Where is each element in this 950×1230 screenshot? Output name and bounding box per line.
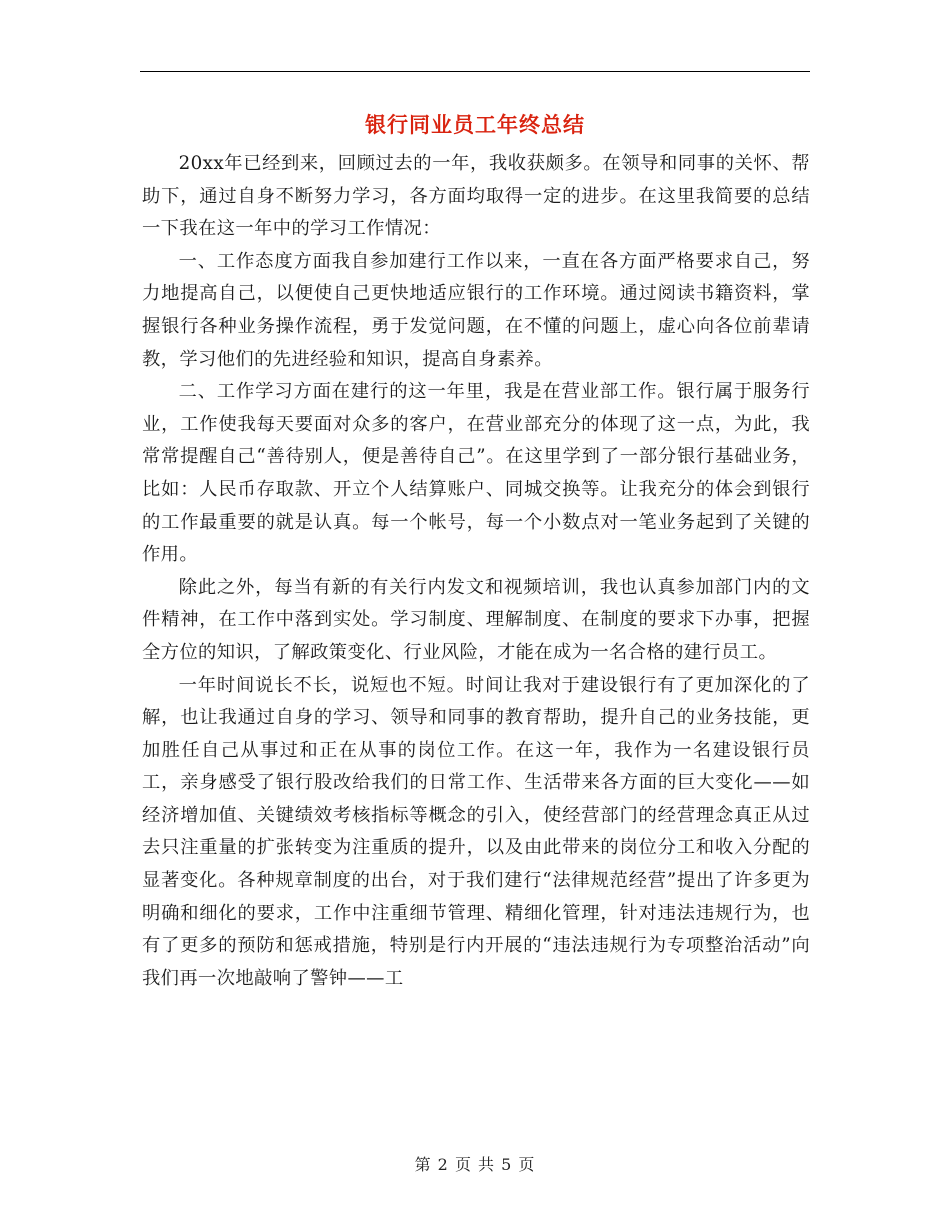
paragraph-training: 除此之外，每当有新的有关行内发文和视频培训，我也认真参加部门内的文件精神，在工作中落到实处。学习制度、理解制度、在制度的要求下办事，把握全方位的知识，了解政策变化、行业风险，才能在成为一名合格的建行员工。 [142,576,810,663]
paragraph-intro: 20xx年已经到来，回顾过去的一年，我收获颇多。在领导和同事的关怀、帮助下，通过自身不断努力学习，各方面均取得一定的进步。在这里我简要的总结一下我在这一年中的学习工作情况： [142,153,810,240]
document-body [142,148,810,995]
paragraph-year-review: 一年时间说长不长，说短也不短。时间让我对于建设银行有了更加深化的了解，也让我通过自身的学习、领导和同事的教育帮助，提升自己的业务技能，更加胜任自己从事过和正在从事的岗位工作。在这一年，我作为一名建设银行员工，亲身感受了银行股改给我们的日常工作、生活带来各方面的巨大变化——如经济增加值、关键绩效考核指标等概念的引入，使经营部门的经营理念真正从过去只注重量的扩张转变为注重质的提升，以及由此带来的岗位分工和收入分配的显著变化。各种规章制度的出台，对于我们建行“法律规范经营”提出了许多更为明确和细化的要求，工作中注重细节管理、精细化管理，针对违法违规行为，也有了更多的预防和惩戒措施，特别是行内开展的“违法违规行为专项整治活动”向我们再一次地敲响了警钟——工 [142,674,810,989]
page-number-footer: 第 2 页 共 5 页 [414,1155,536,1174]
paragraph-work-study: 二、工作学习方面在建行的这一年里，我是在营业部工作。银行属于服务行业，工作使我每天要面对众多的客户，在营业部充分的体现了这一点，为此，我常常提醒自己“善待别人，便是善待自己”。在这里学到了一部分银行基础业务，比如：人民币存取款、开立个人结算账户、同城交换等。让我充分的体会到银行的工作最重要的就是认真。每一个帐号，每一个小数点对一笔业务起到了关键的作用。 [142,381,810,566]
document-title: 银行同业员工年终总结 [365,113,585,137]
header-rule [140,71,810,72]
paragraph-work-attitude: 一、工作态度方面我自参加建行工作以来，一直在各方面严格要求自己，努力地提高自己，以便使自己更快地适应银行的工作环境。通过阅读书籍资料，掌握银行各种业务操作流程，勇于发觉问题，在不懂的问题上，虚心向各位前辈请教，学习他们的先进经验和知识，提高自身素养。 [142,250,810,370]
